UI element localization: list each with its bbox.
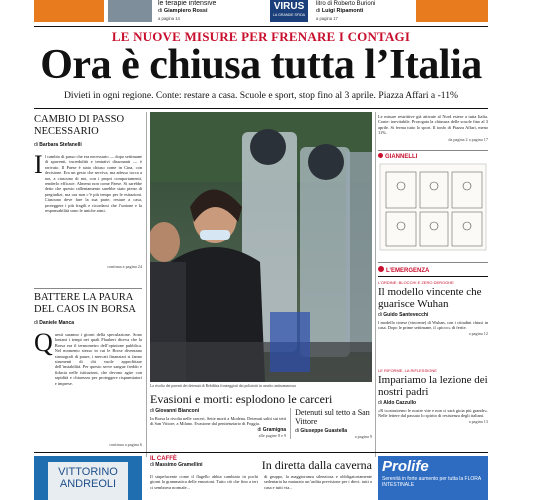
brief-box[interactable] [378, 114, 488, 142]
teaser-terapie[interactable] [158, 0, 268, 22]
editorial-borsa-author: di Daniele Manca [34, 320, 75, 326]
editorial-borsa-text: uesti saranno i giorni della speculazione. Sono lontani i tempi nei quali Flaubert diceva che la Borsa era il termometro dell’opinione pubblica. Nel momento stesso in cui le Borse diventano sismografi di paure, i mercati finanziari si fanno strumenti di chi vuole approfittare dell’instabilità. Per questo serve sangue freddo e fiducia nelle istituzioni, che devono agire con rapidità e chiarezza per proteggere risparmiatori e imprese. [54, 332, 142, 386]
teaser-burioni-title: litro di Roberto Burioni [316, 1, 376, 7]
emergenza-author: di Guido Santevecchi [378, 312, 429, 318]
editorial-borsa-body [34, 328, 142, 440]
top-rule [34, 26, 488, 27]
bottom-rule [34, 452, 488, 453]
giannelli-bullet-icon [378, 153, 383, 158]
riflessione-kicker: LE RIFORME, LA RIFLESSIONE [378, 368, 437, 373]
editorial-borsa[interactable] [34, 292, 142, 447]
teaser-burioni-author: di Luigi Ripamonti [316, 8, 364, 14]
teaser-thumb-left[interactable] [34, 0, 104, 22]
emergenza-label: L’EMERGENZA [378, 266, 488, 274]
editorial-cambio-title: CAMBIO DI PASSO NECESSARIO [34, 114, 125, 137]
riflessione-article[interactable] [378, 368, 488, 424]
teaser-terapie-pageref: a pagina 14 [158, 16, 180, 21]
main-subhead: Divieti in ogni regione. Conte: restare a casa. Scuole e sport, stop fino al 3 aprile. Piazza Affari a -11% [63, 90, 459, 101]
main-headline[interactable]: Ora è chiusa tutta l’Italia [40, 42, 482, 88]
teaser-terapie-title: le terapie intensive [158, 0, 217, 7]
carceri-author: di Giovanni Bianconi [150, 408, 200, 414]
carceri-pageref[interactable]: alle pagine 8 e 9 [258, 432, 287, 438]
emergenza-bullet-icon [378, 266, 384, 272]
prolife-text: Serenità in forte aumento per tutta la FLORA INTESTINALE [382, 476, 481, 488]
teaser-thumb-right[interactable] [416, 0, 488, 22]
prolife-ad[interactable] [378, 456, 488, 500]
emergenza-title: Il modello vincente che guarisce Wuhan [378, 286, 482, 310]
carceri-sidebar [295, 408, 372, 439]
carceri-inner-rule [290, 408, 291, 439]
editorial-cambio-body [34, 150, 142, 262]
book-ad-title: VITTORINO ANDREOLI [58, 466, 118, 490]
editorial-cambio[interactable] [34, 114, 142, 269]
caffe-author: di Massimo Gramellini [150, 462, 203, 468]
giannelli-cartoon[interactable] [378, 153, 488, 258]
carceri-sidebar-author: di Giuseppe Guastella [295, 428, 348, 434]
editorial-cambio-text: l cambio di passo che era necessario — dopo settimane di spaventi, incredulità e tentativi dissonanti — è arrivato. Il Paese è stato chiuso come in Cina, con decisione. Era un gesto che serviva, ma adesso tocca a noi, a ciascuno di noi, con i propri comportamenti, renderlo efficace. Almeno non come Paese. Si sarebbe detto che questo rallentamento sarebbe stato pieno di pregiudizi, ma ora non c’è più tempo per le esitazioni. Ciascuno deve fare la sua parte, restare a casa, proteggere i più fragili e ricordarsi che l’unione e la responsabilità sono le uniche armi. [44, 154, 142, 214]
teaser-burioni-pageref: a pagina 17 [316, 16, 338, 21]
teaser-burioni[interactable] [316, 0, 412, 22]
cartoon-drawing [378, 162, 488, 252]
carceri-article[interactable] [150, 392, 372, 448]
riflessione-text: «R icostruiremo le nostre vite e non ci sarà gioia più grande». Nelle lettere dal passato lo spirito di resistenza degli italiani. [378, 408, 488, 419]
left-column-rule [146, 112, 147, 457]
emergenza-kicker: L’ORDINE: BLOCCHI E ZERO DEROGHE [378, 280, 454, 285]
main-photo[interactable] [150, 112, 372, 382]
carceri-author2: di Gramigna [257, 426, 287, 433]
carceri-sidebar-pageref[interactable]: a pagina 9 [354, 434, 372, 439]
emergenza-article[interactable] [378, 266, 488, 336]
virus-badge[interactable] [270, 0, 308, 22]
teaser-terapie-author: di Giampiero Rossi [158, 8, 208, 14]
caffe-body [150, 474, 372, 490]
editorial-cambio-author: di Barbara Stefanelli [34, 142, 82, 148]
left-divider [34, 288, 142, 289]
caffe-column[interactable] [150, 456, 372, 500]
photo-caption: La rivolta dei parenti dei detenuti di Rebibbia fronteggiati dai poliziotti in assetto antisommossa [150, 384, 296, 388]
book-ad[interactable] [34, 456, 142, 500]
riflessione-title: Impariamo la lezione dei nostri padri [378, 374, 488, 398]
carceri-sidebar-title: Detenuti sul tetto a San Vittore [295, 408, 370, 426]
editorial-borsa-dropcap: Q [34, 328, 53, 357]
headline-rule [34, 108, 488, 109]
virus-badge-subtitle: LA GRANDE SFIDA [272, 13, 306, 17]
riflessione-author: di Aldo Cazzullo [378, 400, 417, 406]
emergenza-rule [378, 276, 488, 277]
prolife-brand: Prolife [382, 458, 429, 475]
emergenza-text: l modello cinese (vincente) di Wuhan, con i cittadini chiusi in casa. Dopo le prime settimane, il «picco» di ferite. [378, 320, 488, 331]
emergenza-pageref[interactable]: a pagina 12 [468, 330, 488, 336]
editorial-cambio-pageref[interactable]: continua a pagina 24 [107, 264, 142, 269]
carceri-main-col [150, 408, 286, 439]
top-teaser-strip [0, 0, 538, 24]
editorial-cambio-dropcap: I [34, 150, 43, 179]
right-column-rule [375, 112, 376, 457]
editorial-borsa-pageref[interactable]: continua a pagina 6 [109, 442, 142, 447]
brief-pageref[interactable]: da pagina 2 a pagina 17 [448, 136, 488, 142]
caffe-title: In diretta dalla caverna [261, 458, 372, 472]
carceri-headline: Evasioni e morti: esplodono le carceri [150, 392, 333, 406]
carceri-text: In Borsa la rivolta nelle carceri. Sette morti a Modena. Detenuti saliti sui tetti di San Vittore, a Milano. Evasione dal penitenziario di Foggia. [150, 416, 287, 427]
caffe-text-b: di gruppo, la maggioranza silenziosa e obbligatoriamente sedentaria ha maturato un’ardita previsione per i dieci: tutti a casa e tutti via... [264, 474, 372, 490]
right-divider-2 [378, 262, 488, 263]
caffe-kicker: IL CAFFÈ [150, 456, 177, 462]
main-kicker: LE NUOVE MISURE PER FRENARE I CONTAGI [111, 29, 411, 44]
right-divider-1 [378, 150, 488, 151]
teaser-thumb-left-image [108, 0, 152, 22]
giannelli-label: GIANNELLI [378, 153, 488, 160]
virus-badge-title: VIRUS [273, 1, 305, 12]
caffe-text-a: Il stupefacente come il flagello abbia cambiato in pochi giorni la grammatica delle emozioni. Tutto ciò che fino a ieri ci sembrava normale... [150, 474, 258, 490]
riflessione-pageref[interactable]: a pagina 13 [468, 418, 488, 424]
protest-photo-illustration [150, 112, 372, 382]
editorial-borsa-title: BATTERE LA PAURA DEL CAOS IN BORSA [34, 292, 136, 315]
brief-text: Le misure restrittive già attivate al Nord estese a tutta Italia. Conte: inevitabile. Prorogata la chiusura delle scuole fino al 3 aprile. Si ferma tutto lo sport. Il tonfo di Piazza Affari, meno 11%. [378, 114, 488, 136]
